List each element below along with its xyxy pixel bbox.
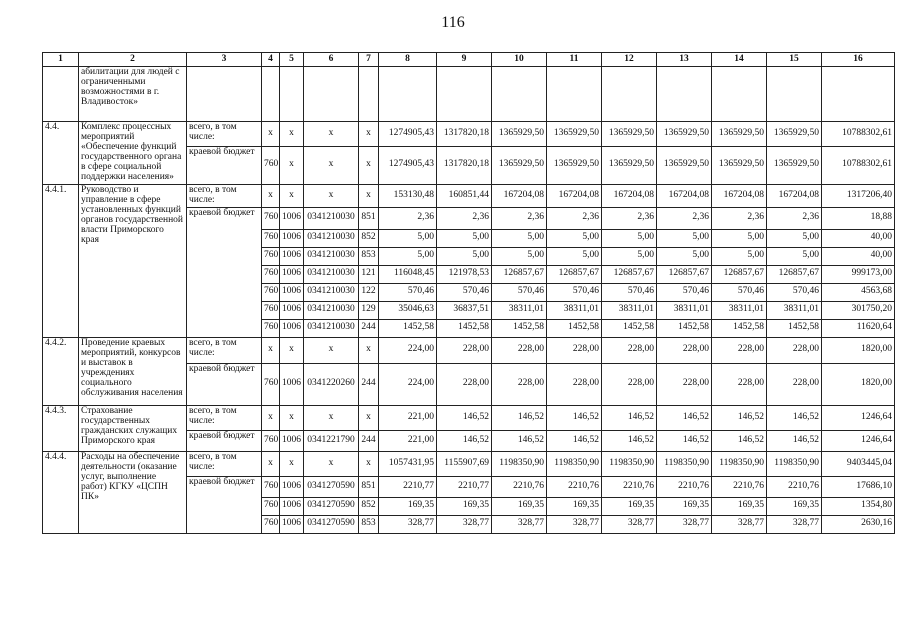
value-cell: 38311,01 <box>712 301 767 319</box>
value-cell: 228,00 <box>767 337 822 363</box>
row-name-cell: Руководство и управление в сфере установленных функций органов государственной власти Приморского края <box>79 184 187 337</box>
value-cell: 38311,01 <box>602 301 657 319</box>
empty-cell <box>767 67 822 122</box>
value-cell: 2,36 <box>767 207 822 229</box>
column-header: 2 <box>79 53 187 67</box>
code-cell: 244 <box>359 363 379 405</box>
code-cell: 760 <box>262 146 280 184</box>
value-cell: 10788302,61 <box>822 146 895 184</box>
value-cell: 224,00 <box>379 337 437 363</box>
code-cell: 760 <box>262 497 280 515</box>
value-cell: 224,00 <box>379 363 437 405</box>
value-cell: 2210,76 <box>767 476 822 497</box>
code-cell: 244 <box>359 430 379 451</box>
value-cell: 17686,10 <box>822 476 895 497</box>
column-header: 14 <box>712 53 767 67</box>
code-cell: 122 <box>359 283 379 301</box>
value-cell: 5,00 <box>492 247 547 265</box>
value-cell: 5,00 <box>602 229 657 247</box>
value-cell: 10788302,61 <box>822 122 895 147</box>
value-cell: 5,00 <box>712 229 767 247</box>
code-cell: 0341270590 <box>304 476 359 497</box>
value-cell: 228,00 <box>437 337 492 363</box>
value-cell: 38311,01 <box>492 301 547 319</box>
value-cell: 121978,53 <box>437 265 492 283</box>
value-cell: 1365929,50 <box>492 146 547 184</box>
code-cell: 0341210030 <box>304 247 359 265</box>
value-cell: 1246,64 <box>822 405 895 430</box>
value-cell: 570,46 <box>547 283 602 301</box>
value-cell: 146,52 <box>712 430 767 451</box>
code-cell: x <box>262 451 280 476</box>
code-cell: 852 <box>359 497 379 515</box>
value-cell: 228,00 <box>712 363 767 405</box>
value-cell: 38311,01 <box>547 301 602 319</box>
table-row <box>43 184 895 207</box>
code-cell: x <box>304 146 359 184</box>
value-cell: 1274905,43 <box>379 146 437 184</box>
funding-source-cell: краевой бюджет <box>187 363 262 405</box>
page-number: 116 <box>441 14 465 31</box>
empty-cell <box>602 67 657 122</box>
value-cell: 328,77 <box>602 515 657 533</box>
value-cell: 2,36 <box>712 207 767 229</box>
row-number-cell: 4.4.1. <box>43 184 79 337</box>
value-cell: 2630,16 <box>822 515 895 533</box>
value-cell: 146,52 <box>547 430 602 451</box>
value-cell: 169,35 <box>767 497 822 515</box>
value-cell: 1317206,40 <box>822 184 895 207</box>
code-cell: 1006 <box>280 301 304 319</box>
code-cell: 851 <box>359 476 379 497</box>
value-cell: 126857,67 <box>602 265 657 283</box>
value-cell: 1057431,95 <box>379 451 437 476</box>
value-cell: 999173,00 <box>822 265 895 283</box>
value-cell: 167204,08 <box>712 184 767 207</box>
value-cell: 1198350,90 <box>657 451 712 476</box>
code-cell: 1006 <box>280 229 304 247</box>
empty-cell <box>262 67 280 122</box>
code-cell: 760 <box>262 515 280 533</box>
code-cell: 244 <box>359 319 379 337</box>
code-cell: x <box>359 146 379 184</box>
value-cell: 146,52 <box>657 430 712 451</box>
funding-source-cell: всего, в том числе: <box>187 184 262 207</box>
value-cell: 1155907,69 <box>437 451 492 476</box>
code-cell: 760 <box>262 229 280 247</box>
code-cell: x <box>304 405 359 430</box>
value-cell: 2,36 <box>657 207 712 229</box>
value-cell: 228,00 <box>492 363 547 405</box>
code-cell: 0341221790 <box>304 430 359 451</box>
empty-cell <box>547 67 602 122</box>
value-cell: 1365929,50 <box>547 146 602 184</box>
value-cell: 169,35 <box>437 497 492 515</box>
funding-source-cell: всего, в том числе: <box>187 451 262 476</box>
value-cell: 146,52 <box>602 405 657 430</box>
row-name-cell: абилитации для людей с ограниченными возможностями в г. Владивосток» <box>79 67 187 122</box>
column-header: 1 <box>43 53 79 67</box>
value-cell: 2,36 <box>437 207 492 229</box>
code-cell: x <box>359 451 379 476</box>
code-cell: 1006 <box>280 363 304 405</box>
code-cell: x <box>304 451 359 476</box>
value-cell: 5,00 <box>379 247 437 265</box>
value-cell: 38311,01 <box>657 301 712 319</box>
value-cell: 1198350,90 <box>767 451 822 476</box>
funding-source-cell: краевой бюджет <box>187 207 262 337</box>
value-cell: 146,52 <box>602 430 657 451</box>
column-header: 16 <box>822 53 895 67</box>
value-cell: 5,00 <box>547 247 602 265</box>
value-cell: 146,52 <box>657 405 712 430</box>
code-cell: 760 <box>262 301 280 319</box>
value-cell: 5,00 <box>492 229 547 247</box>
value-cell: 570,46 <box>602 283 657 301</box>
value-cell: 146,52 <box>492 405 547 430</box>
value-cell: 146,52 <box>437 405 492 430</box>
column-header: 11 <box>547 53 602 67</box>
code-cell: 0341270590 <box>304 497 359 515</box>
value-cell: 169,35 <box>657 497 712 515</box>
funding-source-cell: краевой бюджет <box>187 476 262 533</box>
code-cell: 851 <box>359 207 379 229</box>
code-cell: 760 <box>262 363 280 405</box>
value-cell: 1198350,90 <box>492 451 547 476</box>
value-cell: 1452,58 <box>712 319 767 337</box>
table-row <box>43 67 895 122</box>
code-cell: 853 <box>359 515 379 533</box>
value-cell: 169,35 <box>602 497 657 515</box>
code-cell: 129 <box>359 301 379 319</box>
value-cell: 221,00 <box>379 405 437 430</box>
code-cell: 760 <box>262 247 280 265</box>
table-row <box>43 337 895 363</box>
code-cell: 0341270590 <box>304 515 359 533</box>
row-number-cell: 4.4. <box>43 122 79 185</box>
budget-table <box>42 52 895 534</box>
code-cell: x <box>262 405 280 430</box>
value-cell: 5,00 <box>602 247 657 265</box>
column-header: 9 <box>437 53 492 67</box>
code-cell: 760 <box>262 265 280 283</box>
empty-cell <box>437 67 492 122</box>
value-cell: 169,35 <box>492 497 547 515</box>
value-cell: 1452,58 <box>379 319 437 337</box>
value-cell: 1274905,43 <box>379 122 437 147</box>
value-cell: 228,00 <box>602 363 657 405</box>
funding-source-cell: краевой бюджет <box>187 430 262 451</box>
value-cell: 228,00 <box>492 337 547 363</box>
code-cell: 0341210030 <box>304 283 359 301</box>
code-cell: 1006 <box>280 319 304 337</box>
value-cell: 5,00 <box>547 229 602 247</box>
column-header: 8 <box>379 53 437 67</box>
code-cell: x <box>262 184 280 207</box>
value-cell: 126857,67 <box>547 265 602 283</box>
empty-cell <box>280 67 304 122</box>
row-number-cell <box>43 67 79 122</box>
value-cell: 1365929,50 <box>657 122 712 147</box>
code-cell: 1006 <box>280 476 304 497</box>
value-cell: 570,46 <box>657 283 712 301</box>
row-number-cell: 4.4.3. <box>43 405 79 451</box>
value-cell: 1452,58 <box>492 319 547 337</box>
funding-source-cell: всего, в том числе: <box>187 122 262 147</box>
code-cell: 1006 <box>280 247 304 265</box>
code-cell: 760 <box>262 207 280 229</box>
code-cell: x <box>280 337 304 363</box>
table-row <box>43 122 895 147</box>
value-cell: 1452,58 <box>602 319 657 337</box>
column-header: 10 <box>492 53 547 67</box>
value-cell: 5,00 <box>767 247 822 265</box>
code-cell: x <box>359 337 379 363</box>
code-cell: x <box>304 337 359 363</box>
value-cell: 328,77 <box>767 515 822 533</box>
value-cell: 2210,76 <box>712 476 767 497</box>
value-cell: 38311,01 <box>767 301 822 319</box>
value-cell: 328,77 <box>712 515 767 533</box>
code-cell: 760 <box>262 430 280 451</box>
empty-cell <box>712 67 767 122</box>
code-cell: 0341210030 <box>304 265 359 283</box>
value-cell: 328,77 <box>492 515 547 533</box>
value-cell: 1365929,50 <box>602 122 657 147</box>
value-cell: 153130,48 <box>379 184 437 207</box>
code-cell: 760 <box>262 319 280 337</box>
value-cell: 11620,64 <box>822 319 895 337</box>
code-cell: 853 <box>359 247 379 265</box>
column-header: 5 <box>280 53 304 67</box>
value-cell: 1365929,50 <box>492 122 547 147</box>
code-cell: x <box>359 184 379 207</box>
value-cell: 40,00 <box>822 229 895 247</box>
value-cell: 126857,67 <box>657 265 712 283</box>
value-cell: 167204,08 <box>602 184 657 207</box>
value-cell: 116048,45 <box>379 265 437 283</box>
code-cell: 0341220260 <box>304 363 359 405</box>
value-cell: 2,36 <box>492 207 547 229</box>
value-cell: 169,35 <box>547 497 602 515</box>
code-cell: 0341210030 <box>304 319 359 337</box>
value-cell: 2210,76 <box>492 476 547 497</box>
value-cell: 18,88 <box>822 207 895 229</box>
value-cell: 5,00 <box>712 247 767 265</box>
value-cell: 1365929,50 <box>602 146 657 184</box>
value-cell: 146,52 <box>712 405 767 430</box>
header-row <box>43 53 895 67</box>
value-cell: 2,36 <box>602 207 657 229</box>
value-cell: 228,00 <box>767 363 822 405</box>
value-cell: 228,00 <box>547 337 602 363</box>
column-header: 7 <box>359 53 379 67</box>
value-cell: 1198350,90 <box>602 451 657 476</box>
row-number-cell: 4.4.2. <box>43 337 79 405</box>
value-cell: 5,00 <box>379 229 437 247</box>
value-cell: 301750,20 <box>822 301 895 319</box>
value-cell: 570,46 <box>437 283 492 301</box>
value-cell: 1452,58 <box>767 319 822 337</box>
code-cell: x <box>280 184 304 207</box>
value-cell: 228,00 <box>657 363 712 405</box>
value-cell: 167204,08 <box>492 184 547 207</box>
column-header: 13 <box>657 53 712 67</box>
code-cell: 760 <box>262 476 280 497</box>
code-cell: 1006 <box>280 497 304 515</box>
code-cell: 760 <box>262 283 280 301</box>
code-cell: x <box>359 405 379 430</box>
value-cell: 35046,63 <box>379 301 437 319</box>
value-cell: 146,52 <box>767 430 822 451</box>
funding-source-cell: краевой бюджет <box>187 146 262 184</box>
value-cell: 1365929,50 <box>767 146 822 184</box>
value-cell: 1198350,90 <box>712 451 767 476</box>
code-cell: 1006 <box>280 265 304 283</box>
value-cell: 1365929,50 <box>547 122 602 147</box>
table-row <box>43 405 895 430</box>
value-cell: 1317820,18 <box>437 146 492 184</box>
value-cell: 146,52 <box>547 405 602 430</box>
value-cell: 167204,08 <box>547 184 602 207</box>
value-cell: 9403445,04 <box>822 451 895 476</box>
value-cell: 228,00 <box>437 363 492 405</box>
value-cell: 228,00 <box>602 337 657 363</box>
value-cell: 2210,76 <box>602 476 657 497</box>
value-cell: 1198350,90 <box>547 451 602 476</box>
value-cell: 167204,08 <box>657 184 712 207</box>
empty-cell <box>822 67 895 122</box>
value-cell: 570,46 <box>712 283 767 301</box>
value-cell: 1820,00 <box>822 363 895 405</box>
column-header: 6 <box>304 53 359 67</box>
code-cell: x <box>280 451 304 476</box>
empty-cell <box>657 67 712 122</box>
value-cell: 5,00 <box>657 229 712 247</box>
value-cell: 570,46 <box>767 283 822 301</box>
value-cell: 2,36 <box>379 207 437 229</box>
empty-cell <box>492 67 547 122</box>
value-cell: 146,52 <box>767 405 822 430</box>
value-cell: 5,00 <box>657 247 712 265</box>
code-cell: 0341210030 <box>304 207 359 229</box>
value-cell: 570,46 <box>492 283 547 301</box>
code-cell: 0341210030 <box>304 301 359 319</box>
value-cell: 126857,67 <box>767 265 822 283</box>
value-cell: 169,35 <box>712 497 767 515</box>
value-cell: 328,77 <box>379 515 437 533</box>
value-cell: 228,00 <box>547 363 602 405</box>
row-name-cell: Проведение краевых мероприятий, конкурсов и выставок в учреждениях социального обслуживания населения <box>79 337 187 405</box>
row-name-cell: Расходы на обеспечение деятельности (оказание услуг, выполнение работ) КГКУ «ЦСПН ПК» <box>79 451 187 533</box>
row-name-cell: Комплекс процессных мероприятий «Обеспечение функций государственного органа в сфере социальной поддержки населения» <box>79 122 187 185</box>
value-cell: 5,00 <box>437 229 492 247</box>
value-cell: 1365929,50 <box>712 122 767 147</box>
value-cell: 1354,80 <box>822 497 895 515</box>
column-header: 12 <box>602 53 657 67</box>
value-cell: 2,36 <box>547 207 602 229</box>
value-cell: 328,77 <box>547 515 602 533</box>
value-cell: 2210,77 <box>437 476 492 497</box>
code-cell: x <box>280 122 304 147</box>
value-cell: 36837,51 <box>437 301 492 319</box>
code-cell: x <box>262 337 280 363</box>
code-cell: x <box>359 122 379 147</box>
value-cell: 228,00 <box>657 337 712 363</box>
code-cell: 1006 <box>280 207 304 229</box>
code-cell: 121 <box>359 265 379 283</box>
value-cell: 1452,58 <box>547 319 602 337</box>
value-cell: 570,46 <box>379 283 437 301</box>
value-cell: 40,00 <box>822 247 895 265</box>
value-cell: 228,00 <box>712 337 767 363</box>
empty-cell <box>379 67 437 122</box>
value-cell: 2210,77 <box>379 476 437 497</box>
code-cell: x <box>280 405 304 430</box>
code-cell: 0341210030 <box>304 229 359 247</box>
value-cell: 126857,67 <box>712 265 767 283</box>
code-cell: 852 <box>359 229 379 247</box>
value-cell: 221,00 <box>379 430 437 451</box>
row-number-cell: 4.4.4. <box>43 451 79 533</box>
value-cell: 146,52 <box>437 430 492 451</box>
code-cell: 1006 <box>280 283 304 301</box>
value-cell: 4563,68 <box>822 283 895 301</box>
code-cell: x <box>280 146 304 184</box>
value-cell: 1317820,18 <box>437 122 492 147</box>
value-cell: 1365929,50 <box>657 146 712 184</box>
value-cell: 5,00 <box>767 229 822 247</box>
value-cell: 2210,76 <box>657 476 712 497</box>
value-cell: 1452,58 <box>437 319 492 337</box>
funding-source-cell: всего, в том числе: <box>187 337 262 363</box>
value-cell: 167204,08 <box>767 184 822 207</box>
column-header: 3 <box>187 53 262 67</box>
code-cell: x <box>304 122 359 147</box>
funding-source-cell: всего, в том числе: <box>187 405 262 430</box>
empty-cell <box>187 67 262 122</box>
value-cell: 1365929,50 <box>767 122 822 147</box>
value-cell: 169,35 <box>379 497 437 515</box>
value-cell: 328,77 <box>657 515 712 533</box>
value-cell: 160851,44 <box>437 184 492 207</box>
value-cell: 1246,64 <box>822 430 895 451</box>
value-cell: 1365929,50 <box>712 146 767 184</box>
code-cell: x <box>304 184 359 207</box>
value-cell: 146,52 <box>492 430 547 451</box>
empty-cell <box>304 67 359 122</box>
code-cell: 1006 <box>280 515 304 533</box>
value-cell: 1452,58 <box>657 319 712 337</box>
column-header: 4 <box>262 53 280 67</box>
value-cell: 1820,00 <box>822 337 895 363</box>
table-row <box>43 451 895 476</box>
value-cell: 126857,67 <box>492 265 547 283</box>
empty-cell <box>359 67 379 122</box>
code-cell: 1006 <box>280 430 304 451</box>
row-name-cell: Страхование государственных гражданских служащих Приморского края <box>79 405 187 451</box>
code-cell: x <box>262 122 280 147</box>
value-cell: 2210,76 <box>547 476 602 497</box>
column-header: 15 <box>767 53 822 67</box>
value-cell: 328,77 <box>437 515 492 533</box>
value-cell: 5,00 <box>437 247 492 265</box>
